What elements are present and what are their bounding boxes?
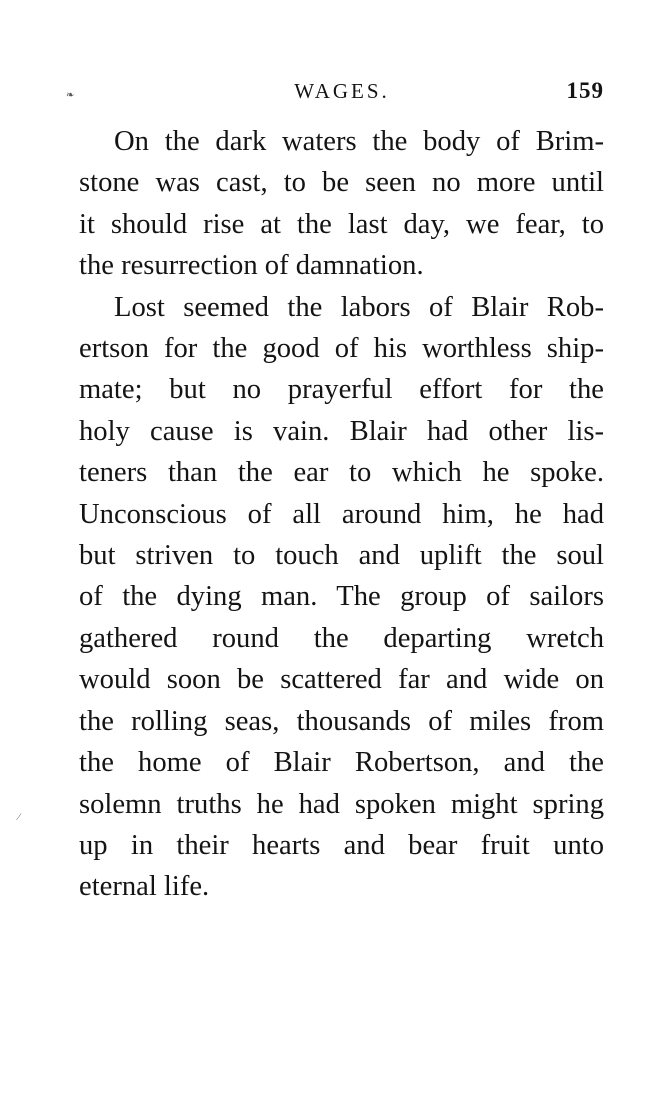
text-line: up in their hearts and bear fruit unto [79,829,604,861]
margin-mark-icon: ∕ [18,812,20,823]
page-header [44,79,604,109]
text-line: holy cause is vain. Blair had other lis- [79,415,604,447]
text-line: solemn truths he had spoken might spring [79,788,604,820]
text-line: the rolling seas, thousands of miles from [79,705,604,737]
text-line: eternal life. [79,871,210,903]
body-text [44,121,604,908]
text-line: the home of Blair Robertson, and the [79,747,604,779]
text-line: it should rise at the last day, we fear, to [79,208,604,240]
page-number: 159 [566,78,604,103]
text-line: Lost seemed the labors of Blair Rob- [114,291,604,323]
text-line: teners than the ear to which he spoke. [79,457,604,489]
text-line: ertson for the good of his worthless ship- [79,333,604,365]
ink-mark-icon: ❧ [66,90,75,101]
text-line: gathered round the departing wretch [79,622,604,654]
paragraph [44,121,604,287]
text-line: of the dying man. The group of sailors [79,581,604,613]
text-line: mate; but no prayerful effort for the [79,374,604,406]
text-line: would soon be scattered far and wide on [79,664,604,696]
running-head: WAGES. [294,79,390,103]
text-line: stone was cast, to be seen no more until [79,167,604,199]
paragraph [44,287,604,908]
text-line: Unconscious of all around him, he had [79,498,604,530]
text-line: the resurrection of damnation. [79,250,424,282]
text-line: but striven to touch and uplift the soul [79,540,604,572]
text-line: On the dark waters the body of Brim- [114,126,604,157]
